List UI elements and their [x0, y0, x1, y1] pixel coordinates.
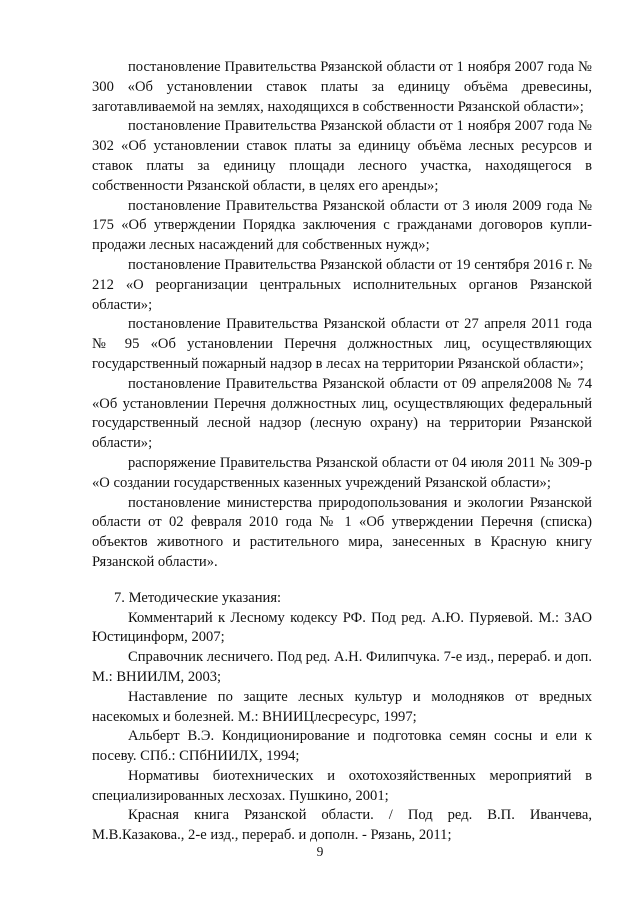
reference-item: Справочник лесничего. Под ред. А.Н. Филипчука. 7-е изд., перераб. и доп. М.: ВНИИЛМ, 2003;: [92, 649, 592, 685]
regulation-item: постановление Правительства Рязанской области от 1 ноября 2007 года № 300 «Об установлении ставок платы за единицу объёма древесины, заготавливаемой на землях, находящихся в собственности Рязанской области»;: [92, 59, 592, 115]
page-content: [92, 58, 592, 846]
section-spacer: [92, 573, 592, 589]
reference-item: Нормативы биотехнических и охотохозяйственных мероприятий в специализированных лесхозах. Пушкино, 2001;: [92, 767, 592, 804]
regulation-item: постановление министерства природопользования и экологии Рязанской области от 02 февраля 2010 года № 1 «Об утверждении Перечня (списка) объектов животного и растительного мира, занесенных в Красную книгу Рязанской области».: [92, 494, 592, 570]
regulation-item: постановление Правительства Рязанской области от 1 ноября 2007 года № 302 «Об установлении ставок платы за единицу объёма лесных ресурсов и ставок платы за единицу площади лесного участка, находящегося в собственности Рязанской области, в целях его аренды»;: [92, 118, 592, 194]
regulation-item: постановление Правительства Рязанской области от 3 июля 2009 года № 175 «Об утверждении Порядка заключения с гражданами договоров купли-продажи лесных насаждений для собственных нужд»;: [92, 197, 592, 254]
regulation-item: распоряжение Правительства Рязанской области от 04 июля 2011 № 309-р «О создании государственных казенных учреждений Рязанской области»;: [92, 454, 592, 491]
page-number: 9: [316, 844, 324, 859]
regulation-item: постановление Правительства Рязанской области от 19 сентября 2016 г. № 212 «О реорганизации центральных исполнительных органов Рязанской области»;: [92, 256, 592, 313]
reference-item: Наставление по защите лесных культур и молодняков от вредных насекомых и болезней. М.: ВНИИЦлесресурс, 1997;: [92, 688, 592, 725]
regulation-item: постановление Правительства Рязанской области от 27 апреля 2011 года № 95 «Об установлении Перечня должностных лиц, осуществляющих государственный пожарный надзор в лесах на территории Рязанской области»;: [92, 316, 592, 372]
reference-item: Альберт В.Э. Кондиционирование и подготовка семян сосны и ели к посеву. СПб.: СПбНИИЛХ, 1994;: [92, 728, 592, 765]
reference-item: Комментарий к Лесному кодексу РФ. Под ред. А.Ю. Пуряевой. М.: ЗАО Юстицинформ, 2007;: [92, 609, 592, 646]
regulation-item: постановление Правительства Рязанской области от 09 апреля2008 № 74 «Об установлении Перечня должностных лиц, осуществляющих федеральный государственный лесной надзор (лесную охрану) на территории Рязанской области»;: [92, 375, 592, 452]
reference-item: Красная книга Рязанской области. / Под ред. В.П. Иванчева, М.В.Казакова., 2-е изд., перераб. и дополн. - Рязань, 2011;: [92, 807, 592, 844]
section-heading: 7. Методические указания:: [114, 589, 282, 606]
